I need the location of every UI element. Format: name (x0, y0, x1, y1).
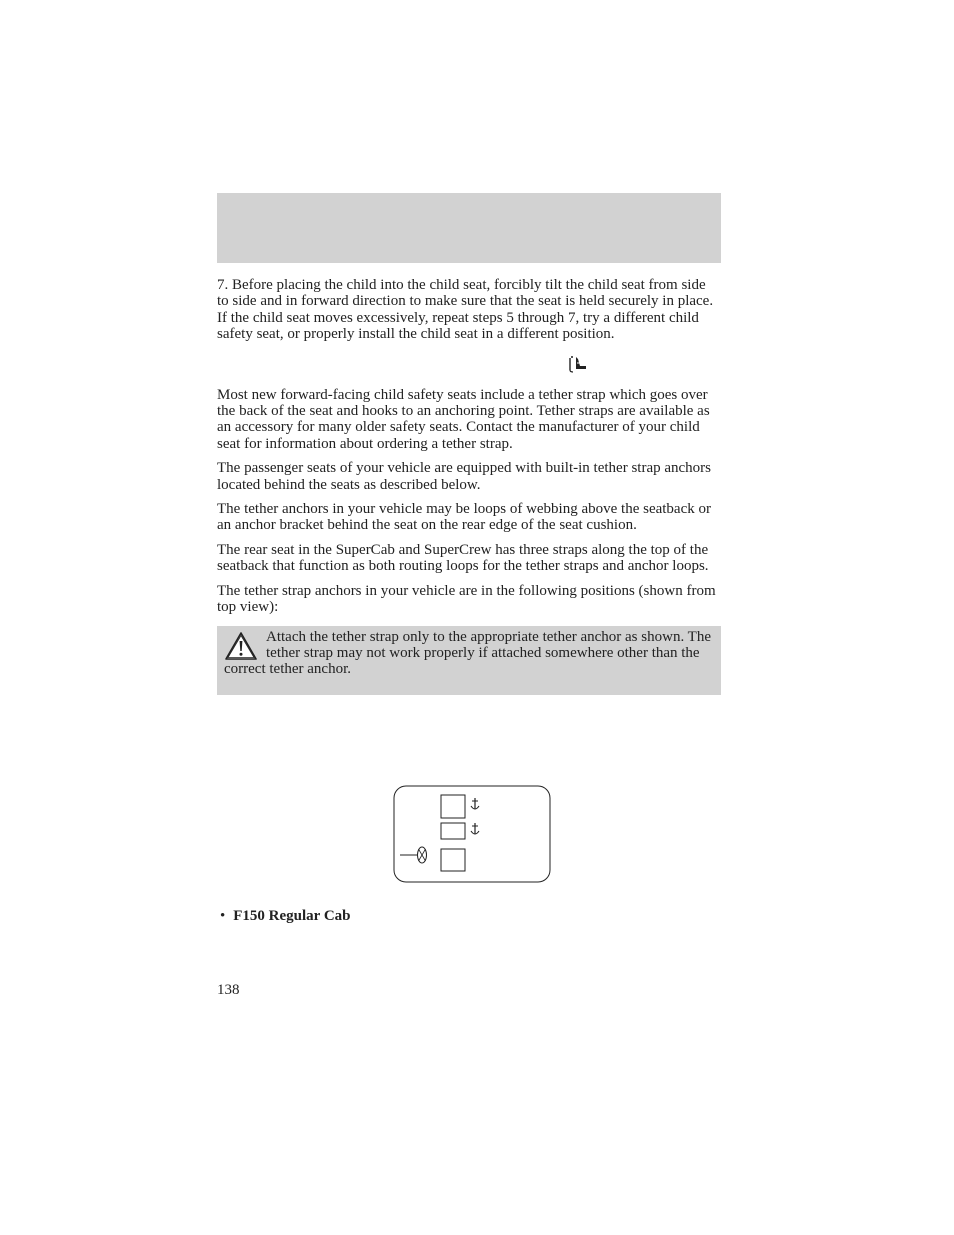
tether-icon-row (217, 355, 721, 375)
list-item (217, 908, 351, 925)
front-seat (441, 849, 465, 871)
tether-anchor-diagram (393, 785, 551, 883)
step-7-paragraph: 7. Before placing the child into the child seat, forcibly tilt the child seat from side to side and in forward direction to make sure that the seat is held securely in place. If the child seat moves excessively, repeat steps 5 through 7, try a different child safety seat, or properly install the child seat in a different position. (217, 277, 714, 343)
bullet: • (220, 908, 226, 924)
rear-seat-straps-paragraph: The rear seat in the SuperCab and SuperCrew has three straps along the top of the seatback that function as both routing loops for the tether straps and anchor loops. (217, 541, 709, 575)
warning-text: Attach the tether strap only to the appropriate tether anchor as shown. The tether strap may not work properly if attached somewhere other than the correct tether anchor. (224, 628, 711, 678)
rear-seat-middle (441, 823, 465, 839)
page-number: 138 (217, 982, 240, 998)
rear-seat-top (441, 795, 465, 818)
child-seat-tether-icon (568, 355, 588, 373)
warning-triangle-icon (224, 631, 258, 661)
warning-box (217, 626, 721, 695)
page-content (217, 277, 721, 695)
section-header-band (217, 193, 721, 263)
cab-outline (394, 786, 550, 882)
anchor-positions-paragraph: The tether strap anchors in your vehicle are in the following positions (shown from top view): (217, 582, 716, 616)
built-in-anchors-paragraph: The passenger seats of your vehicle are equipped with built-in tether strap anchors located behind the seats as described below. (217, 460, 711, 493)
tether-intro-paragraph: Most new forward-facing child safety seats include a tether strap which goes over the back of the seat and hooks to an anchoring point. Tether straps are available as an accessory for many older safety seats. Contact the manufacturer of your child seat for information about ordering a tether strap. (217, 386, 710, 452)
anchor-types-paragraph: The tether anchors in your vehicle may be loops of webbing above the seatback or an anchor bracket behind the seat on the rear edge of the seat cushion. (217, 501, 711, 534)
list-item-label: F150 Regular Cab (233, 908, 351, 924)
